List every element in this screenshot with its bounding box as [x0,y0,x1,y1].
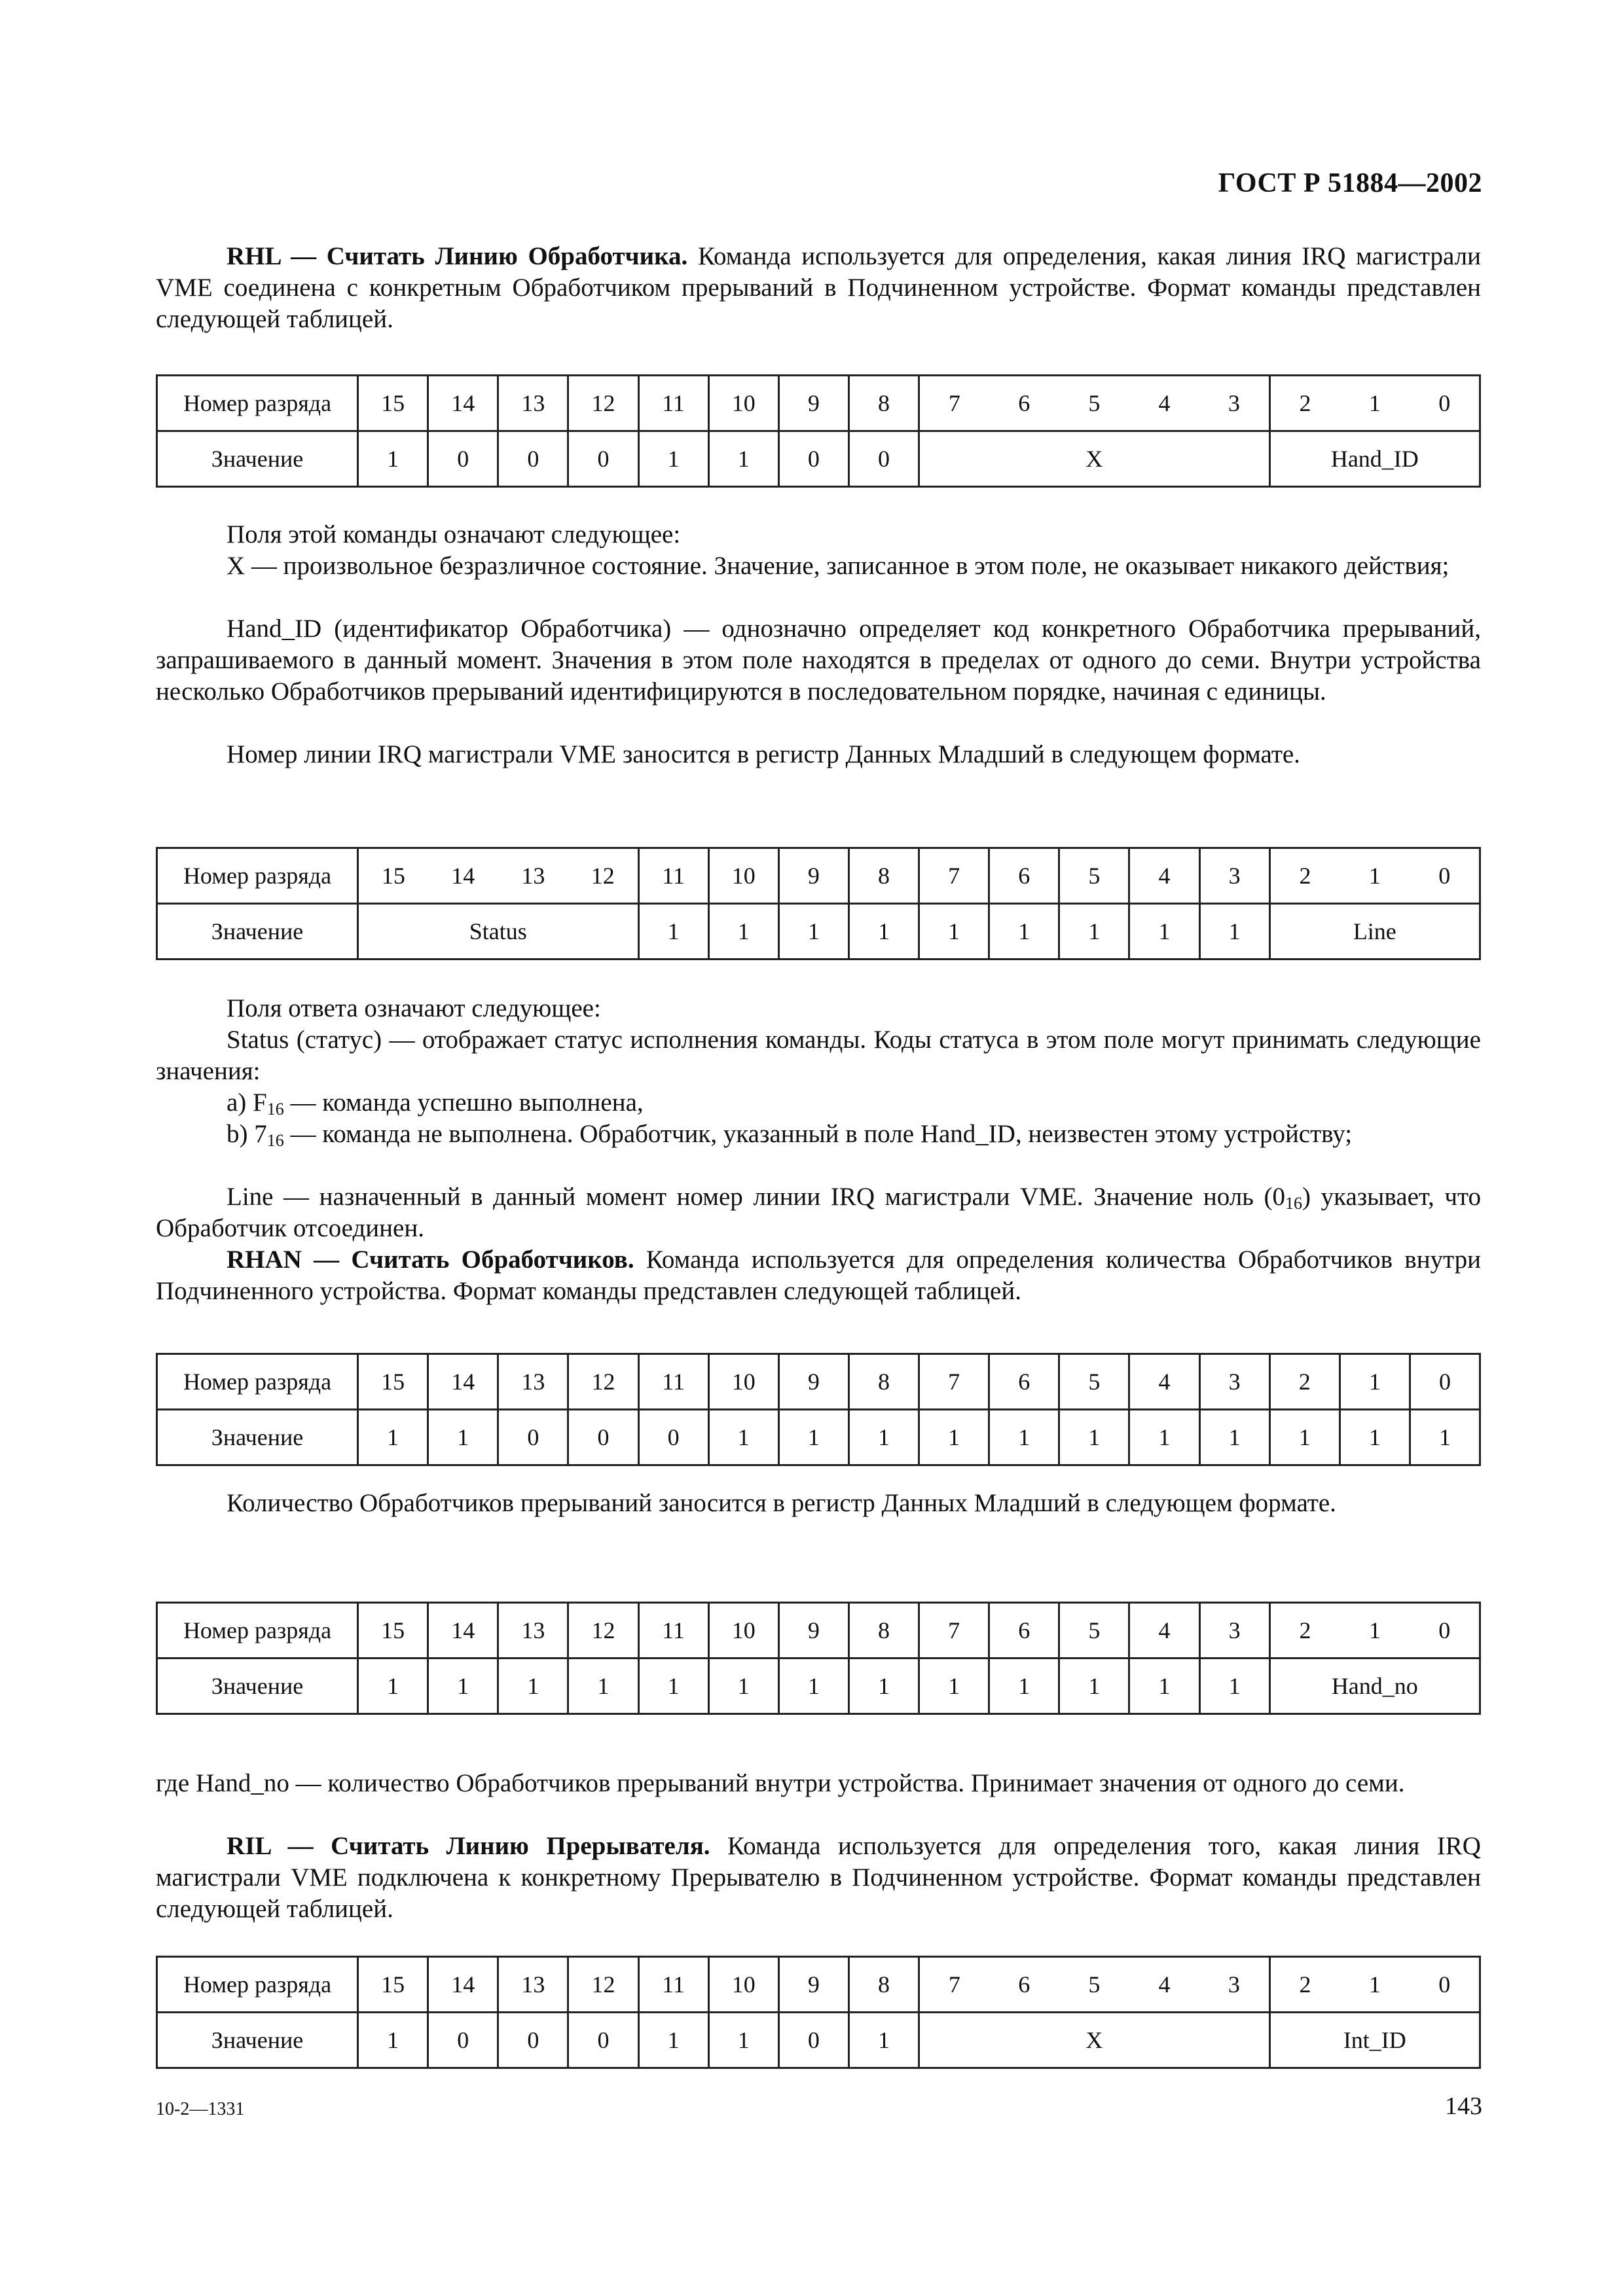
bit-cell: 11 [638,848,708,904]
value-cell: 1 [989,1410,1059,1465]
line-field-cell: Line [1269,904,1480,960]
value-cell: 1 [1129,1410,1199,1465]
line-description [156,1181,1481,1244]
x-field-description: X — произвольное безразличное состояние. Значение, записанное в этом поле, не оказывает никакого действия; [227,552,1450,580]
rhan-intro-paragraph [156,1244,1481,1307]
bit-cell: 12 [568,1957,638,2013]
int-id-field-cell: Int_ID [1269,2013,1480,2068]
value-cell: 1 [708,1659,778,1714]
value-cell: 1 [848,2013,919,2068]
bit-cell: 7 [919,848,989,904]
rhan-intro-text: Команда используется для определения количества Обработчиков внутри Подчиненного устройства. Формат команды представлен следующей таблицей. [156,1246,1481,1305]
status-description: Status (статус) — отображает статус исполнения команды. Коды статуса в этом поле могут принимать следующие значения: [156,1026,1481,1085]
row-label: Значение [157,431,358,487]
bit-cell: 13 [498,848,568,904]
bit-cell: 0 [1410,1354,1480,1410]
bit-number-row [157,1603,1480,1659]
bit-cell: 6 [989,1354,1059,1410]
bit-cell: 5 [1059,1354,1129,1410]
value-cell: 1 [358,2013,428,2068]
value-cell: 0 [778,431,848,487]
bit-cell: 11 [638,1603,708,1659]
bit-cell: 14 [428,376,498,431]
status-code-a-prefix: a) F [227,1088,267,1117]
bit-cell: 13 [498,376,568,431]
handler-count-note: Количество Обработчиков прерываний заносится в регистр Данных Младший в следующем формате. [227,1489,1336,1517]
bit-cell: 12 [568,848,638,904]
bit-cell: 7 [919,1957,989,2013]
bit-cell: 13 [498,1354,568,1410]
value-cell: 1 [848,1410,919,1465]
value-cell: 1 [1129,1659,1199,1714]
value-cell: 0 [778,2013,848,2068]
rhl-response-table [156,847,1481,960]
rhl-command-table [156,374,1481,488]
bit-cell: 14 [428,1354,498,1410]
hand-id-description: Hand_ID (идентификатор Обработчика) — однозначно определяет код конкретного Обработчика прерываний, запрашиваемого в данный момент. Значения в этом поле находятся в пределах от одного до семи. Внутри устройства несколько Обработчиков прерываний идентифицируются в последовательном порядке, начиная с единицы. [156,615,1481,706]
ril-intro-paragraph [156,1831,1481,1925]
bit-cell: 13 [498,1603,568,1659]
bit-cell: 7 [919,1603,989,1659]
value-cell: 1 [708,904,778,960]
value-row [157,1410,1480,1465]
row-label: Значение [157,2013,358,2068]
bit-cell: 7 [919,376,989,431]
bit-cell: 11 [638,376,708,431]
bit-cell: 10 [708,376,778,431]
bit-cell: 14 [428,1957,498,2013]
bit-cell: 4 [1129,848,1199,904]
bit-number-row [157,848,1480,904]
bit-cell: 12 [568,376,638,431]
value-cell: 1 [638,431,708,487]
row-label: Значение [157,1659,358,1714]
row-label: Номер разряда [157,848,358,904]
bit-cell: 0 [1410,1957,1480,2013]
bit-cell: 8 [848,1354,919,1410]
bit-cell: 8 [848,848,919,904]
bit-cell: 9 [778,848,848,904]
value-cell: 0 [498,1410,568,1465]
bit-cell: 4 [1129,376,1199,431]
value-cell: 1 [848,1659,919,1714]
value-cell: 1 [989,904,1059,960]
bit-cell: 3 [1199,848,1269,904]
rhan-command-name: RHAN — Считать Обработчиков. [227,1246,634,1274]
value-cell: 0 [428,2013,498,2068]
value-cell: 0 [568,2013,638,2068]
value-cell: 1 [848,904,919,960]
bit-cell: 11 [638,1354,708,1410]
value-cell: 1 [638,2013,708,2068]
hand-no-description: где Hand_no — количество Обработчиков прерываний внутри устройства. Принимает значения от одного до семи. [156,1769,1405,1797]
value-cell: 1 [568,1659,638,1714]
value-cell: 1 [1410,1410,1480,1465]
status-code-b [156,1119,1481,1150]
bit-cell: 2 [1269,848,1340,904]
irq-line-note: Номер линии IRQ магистрали VME заносится в регистр Данных Младший в следующем формате. [227,740,1300,768]
value-cell: 1 [498,1659,568,1714]
value-cell: 1 [358,431,428,487]
bit-cell: 4 [1129,1354,1199,1410]
bit-cell: 11 [638,1957,708,2013]
bit-cell: 10 [708,848,778,904]
rhl-command-name: RHL — Считать Линию Обработчика. [227,242,688,270]
bit-cell: 5 [1059,1957,1129,2013]
bit-cell: 3 [1199,376,1269,431]
bit-cell: 15 [358,1354,428,1410]
value-cell: 1 [1059,1659,1129,1714]
ril-command-table [156,1956,1481,2069]
value-cell: 1 [1199,904,1269,960]
line-description-base: 16 [1285,1194,1303,1213]
value-cell: 1 [1199,1659,1269,1714]
value-row [157,431,1480,487]
line-description-prefix: Line — назначенный в данный момент номер линии IRQ магистрали VME. Значение ноль (0 [227,1183,1286,1211]
row-label: Номер разряда [157,1957,358,2013]
bit-cell: 12 [568,1603,638,1659]
bit-cell: 6 [989,376,1059,431]
bit-cell: 9 [778,1603,848,1659]
bit-cell: 1 [1340,1354,1410,1410]
bit-cell: 3 [1199,1603,1269,1659]
value-cell: 1 [638,1659,708,1714]
bit-cell: 10 [708,1354,778,1410]
bit-cell: 1 [1340,848,1410,904]
bit-number-row [157,1957,1480,2013]
value-cell: 1 [1129,904,1199,960]
bit-cell: 2 [1269,1603,1340,1659]
value-cell: 1 [778,904,848,960]
rhan-response-table [156,1602,1481,1715]
bit-cell: 6 [989,1957,1059,2013]
hand-no-field-cell: Hand_no [1269,1659,1480,1714]
value-cell: 1 [708,431,778,487]
value-cell: 0 [568,431,638,487]
value-cell: 1 [708,2013,778,2068]
bit-number-row [157,376,1480,431]
footer-print-code: 10-2—1331 [156,2099,245,2119]
value-cell: 1 [919,1659,989,1714]
bit-cell: 7 [919,1354,989,1410]
bit-cell: 15 [358,1957,428,2013]
value-row [157,904,1480,960]
bit-cell: 13 [498,1957,568,2013]
value-cell: 1 [778,1410,848,1465]
bit-cell: 6 [989,848,1059,904]
bit-cell: 14 [428,1603,498,1659]
bit-cell: 10 [708,1957,778,2013]
x-field-cell: X [919,2013,1270,2068]
bit-cell: 4 [1129,1603,1199,1659]
status-code-b-text: — команда не выполнена. Обработчик, указанный в поле Hand_ID, неизвестен этому устройству; [283,1120,1353,1148]
status-code-b-base: 16 [266,1131,284,1150]
bit-cell: 9 [778,376,848,431]
rhl-intro-text: Команда используется для определения, какая линия IRQ магистрали VME соединена с конкретным Обработчиком прерываний в Подчиненном устройстве. Формат команды представлен следующей таблицей. [156,242,1482,333]
value-cell: 1 [358,1410,428,1465]
bit-cell: 0 [1410,848,1480,904]
row-label: Значение [157,1410,358,1465]
status-code-b-prefix: b) 7 [227,1120,267,1148]
ril-intro-text: Команда используется для определения того, какая линия IRQ магистрали VME подключена к конкретному Прерывателю в Подчиненном устройстве. Формат команды представлен следующей таблицей. [156,1832,1481,1923]
value-cell: 0 [428,431,498,487]
bit-cell: 14 [428,848,498,904]
bit-cell: 2 [1269,1354,1340,1410]
response-fields-intro: Поля ответа означают следующее: [227,994,601,1022]
bit-cell: 15 [358,1603,428,1659]
bit-cell: 12 [568,1354,638,1410]
rhl-intro-paragraph [156,241,1481,335]
bit-cell: 3 [1199,1957,1269,2013]
status-code-a [156,1087,1481,1119]
bit-cell: 2 [1269,376,1340,431]
row-label: Значение [157,904,358,960]
document-header: ГОСТ Р 51884—2002 [1218,168,1482,198]
bit-number-row [157,1354,1480,1410]
bit-cell: 8 [848,1957,919,2013]
row-label: Номер разряда [157,1354,358,1410]
status-code-a-base: 16 [266,1100,284,1119]
value-cell: 1 [1269,1410,1340,1465]
bit-cell: 4 [1129,1957,1199,2013]
value-cell: 1 [1059,1410,1129,1465]
value-cell: 1 [708,1410,778,1465]
value-cell: 1 [638,904,708,960]
bit-cell: 8 [848,376,919,431]
bit-cell: 10 [708,1603,778,1659]
bit-cell: 15 [358,376,428,431]
value-cell: 1 [428,1410,498,1465]
bit-cell: 1 [1340,1603,1410,1659]
rhan-command-table [156,1353,1481,1466]
value-cell: 0 [568,1410,638,1465]
value-row [157,2013,1480,2068]
bit-cell: 8 [848,1603,919,1659]
bit-cell: 5 [1059,848,1129,904]
bit-cell: 0 [1410,376,1480,431]
value-cell: 0 [498,2013,568,2068]
value-cell: 1 [1340,1410,1410,1465]
status-code-a-text: — команда успешно выполнена, [283,1088,644,1117]
value-cell: 0 [498,431,568,487]
bit-cell: 9 [778,1957,848,2013]
value-cell: 1 [919,1410,989,1465]
status-field-cell: Status [358,904,639,960]
bit-cell: 5 [1059,376,1129,431]
bit-cell: 6 [989,1603,1059,1659]
line-description-text: ) указывает, что Обработчик отсоединен. [156,1183,1481,1242]
page-number: 143 [1445,2092,1482,2120]
row-label: Номер разряда [157,376,358,431]
bit-cell: 9 [778,1354,848,1410]
value-row [157,1659,1480,1714]
hand-id-field-cell: Hand_ID [1269,431,1480,487]
bit-cell: 3 [1199,1354,1269,1410]
ril-command-name: RIL — Считать Линию Прерывателя. [227,1832,710,1860]
value-cell: 1 [778,1659,848,1714]
value-cell: 1 [358,1659,428,1714]
value-cell: 0 [848,431,919,487]
bit-cell: 0 [1410,1603,1480,1659]
value-cell: 0 [638,1410,708,1465]
bit-cell: 5 [1059,1603,1129,1659]
bit-cell: 1 [1340,1957,1410,2013]
value-cell: 1 [1059,904,1129,960]
rhl-fields-intro: Поля этой команды означают следующее: [227,520,681,548]
row-label: Номер разряда [157,1603,358,1659]
value-cell: 1 [989,1659,1059,1714]
bit-cell: 1 [1340,376,1410,431]
value-cell: 1 [919,904,989,960]
x-field-cell: X [919,431,1270,487]
bit-cell: 15 [358,848,428,904]
value-cell: 1 [1199,1410,1269,1465]
value-cell: 1 [428,1659,498,1714]
bit-cell: 2 [1269,1957,1340,2013]
